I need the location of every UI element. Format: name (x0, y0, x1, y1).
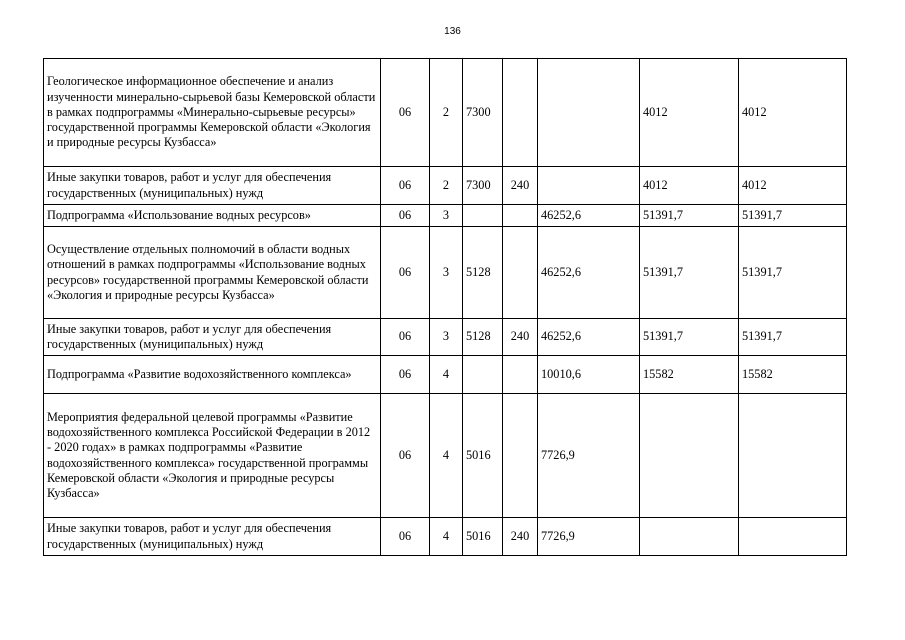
amount-2 (640, 518, 739, 556)
section-code: 06 (381, 205, 430, 227)
row-name: Иные закупки товаров, работ и услуг для обеспечения государственных (муниципальных) нужд (44, 518, 381, 556)
amount-2: 15582 (640, 356, 739, 394)
amount-1: 46252,6 (538, 319, 640, 356)
row-name: Мероприятия федеральной целевой программы «Развитие водохозяйственного комплекса Российской Федерации в 2012 - 2020 годах» в рамках подпрограммы «Развитие водохозяйственного комплекса» государственной программы Кемеровской области «Экология и природные ресурсы Кузбасса» (44, 394, 381, 518)
table-row (44, 319, 847, 356)
amount-1: 46252,6 (538, 205, 640, 227)
amount-3: 51391,7 (739, 205, 847, 227)
amount-1: 10010,6 (538, 356, 640, 394)
amount-3 (739, 518, 847, 556)
amount-1 (538, 59, 640, 167)
amount-3: 51391,7 (739, 319, 847, 356)
expense-type-code (503, 59, 538, 167)
section-code: 06 (381, 167, 430, 205)
target-article-code: 5016 (463, 518, 503, 556)
section-code: 06 (381, 319, 430, 356)
section-code: 06 (381, 59, 430, 167)
subsection-code: 4 (430, 518, 463, 556)
amount-1: 46252,6 (538, 227, 640, 319)
subsection-code: 4 (430, 394, 463, 518)
section-code: 06 (381, 356, 430, 394)
target-article-code: 5128 (463, 227, 503, 319)
target-article-code: 7300 (463, 59, 503, 167)
expense-type-code (503, 205, 538, 227)
amount-2: 51391,7 (640, 319, 739, 356)
table-row (44, 356, 847, 394)
subsection-code: 2 (430, 59, 463, 167)
target-article-code: 5016 (463, 394, 503, 518)
amount-1: 7726,9 (538, 518, 640, 556)
expense-type-code (503, 356, 538, 394)
amount-2: 4012 (640, 167, 739, 205)
budget-table (43, 58, 847, 556)
section-code: 06 (381, 518, 430, 556)
expense-type-code: 240 (503, 167, 538, 205)
row-name: Подпрограмма «Использование водных ресурсов» (44, 205, 381, 227)
table-row (44, 394, 847, 518)
table-row (44, 167, 847, 205)
subsection-code: 3 (430, 205, 463, 227)
row-name: Осуществление отдельных полномочий в области водных отношений в рамках подпрограммы «Использование водных ресурсов» государственной программы Кемеровской области «Экология и природные ресурсы Кузбасса» (44, 227, 381, 319)
expense-type-code (503, 394, 538, 518)
amount-2 (640, 394, 739, 518)
amount-3: 15582 (739, 356, 847, 394)
amount-1: 7726,9 (538, 394, 640, 518)
subsection-code: 3 (430, 227, 463, 319)
amount-3: 4012 (739, 59, 847, 167)
amount-2: 51391,7 (640, 205, 739, 227)
table-row (44, 518, 847, 556)
subsection-code: 2 (430, 167, 463, 205)
expense-type-code: 240 (503, 518, 538, 556)
row-name: Подпрограмма «Развитие водохозяйственного комплекса» (44, 356, 381, 394)
target-article-code (463, 205, 503, 227)
subsection-code: 4 (430, 356, 463, 394)
amount-3: 4012 (739, 167, 847, 205)
amount-2: 51391,7 (640, 227, 739, 319)
subsection-code: 3 (430, 319, 463, 356)
target-article-code: 5128 (463, 319, 503, 356)
row-name: Иные закупки товаров, работ и услуг для обеспечения государственных (муниципальных) нужд (44, 167, 381, 205)
table-row (44, 205, 847, 227)
section-code: 06 (381, 394, 430, 518)
page-number: 136 (444, 26, 461, 37)
amount-3: 51391,7 (739, 227, 847, 319)
expense-type-code (503, 227, 538, 319)
amount-2: 4012 (640, 59, 739, 167)
row-name: Геологическое информационное обеспечение и анализ изученности минерально-сырьевой базы Кемеровской области в рамках подпрограммы «Минерально-сырьевые ресурсы» государственной программы Кемеровской области «Экология и природные ресурсы Кузбасса» (44, 59, 381, 167)
row-name: Иные закупки товаров, работ и услуг для обеспечения государственных (муниципальных) нужд (44, 319, 381, 356)
section-code: 06 (381, 227, 430, 319)
table-row (44, 227, 847, 319)
target-article-code: 7300 (463, 167, 503, 205)
table-row (44, 59, 847, 167)
expense-type-code: 240 (503, 319, 538, 356)
amount-1 (538, 167, 640, 205)
amount-3 (739, 394, 847, 518)
target-article-code (463, 356, 503, 394)
